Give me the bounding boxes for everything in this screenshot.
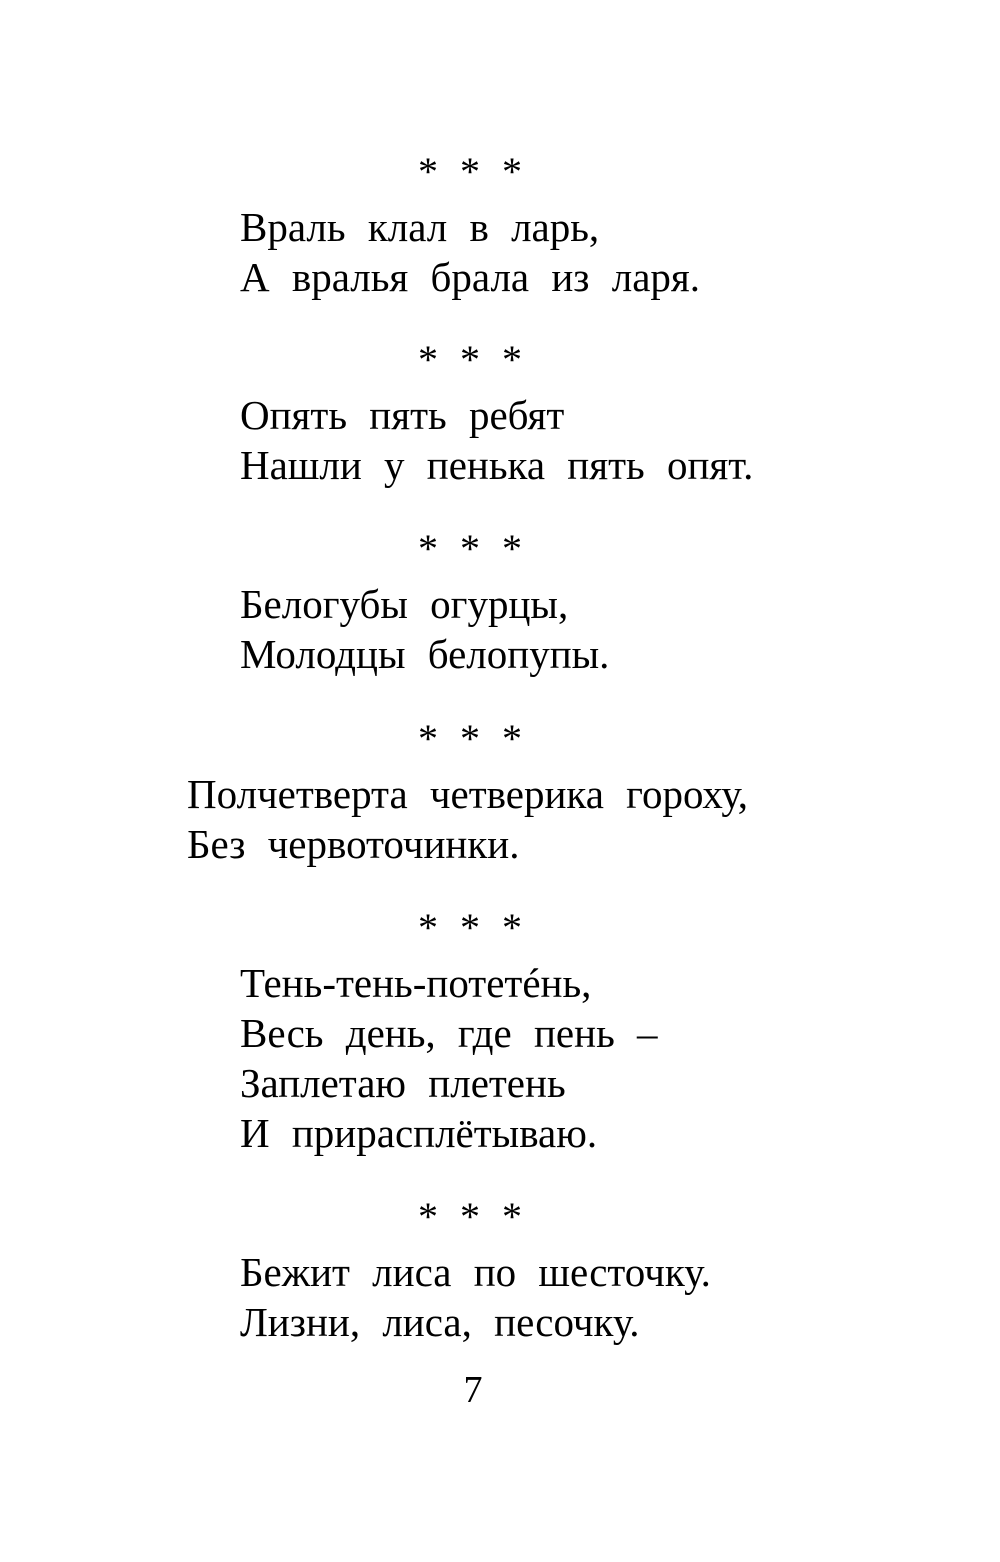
poem-line: Нашли у пенька пять опят. bbox=[240, 442, 754, 488]
poem-line: Весь день, где пень – bbox=[240, 1010, 658, 1056]
poem-line: Лизни, лиса, песочку. bbox=[240, 1299, 640, 1345]
poem-line: Молодцы белопупы. bbox=[240, 631, 610, 677]
poem-line: А вралья брала из ларя. bbox=[240, 254, 701, 300]
poem-line: Бежит лиса по шесточку. bbox=[240, 1249, 711, 1295]
poem-line: И прирасплётываю. bbox=[240, 1110, 598, 1156]
poem-line: Заплетаю плетень bbox=[240, 1060, 566, 1106]
page-number: 7 bbox=[463, 1369, 483, 1411]
poem-line: Белогубы огурцы, bbox=[240, 581, 569, 627]
poem-line: Полчетверта четверика гороху, bbox=[187, 771, 749, 817]
separator-stars: * * * bbox=[418, 526, 528, 571]
poem-line: Опять пять ребят bbox=[240, 392, 565, 438]
poem-line: Без червоточинки. bbox=[187, 821, 520, 867]
separator-stars: * * * bbox=[418, 1194, 528, 1239]
separator-stars: * * * bbox=[418, 905, 528, 950]
poem-line: Враль клал в ларь, bbox=[240, 204, 600, 250]
separator-stars: * * * bbox=[418, 337, 528, 382]
poem-line: Тень-тень-потетéнь, bbox=[240, 960, 592, 1006]
separator-stars: * * * bbox=[418, 716, 528, 761]
separator-stars: * * * bbox=[418, 149, 528, 194]
